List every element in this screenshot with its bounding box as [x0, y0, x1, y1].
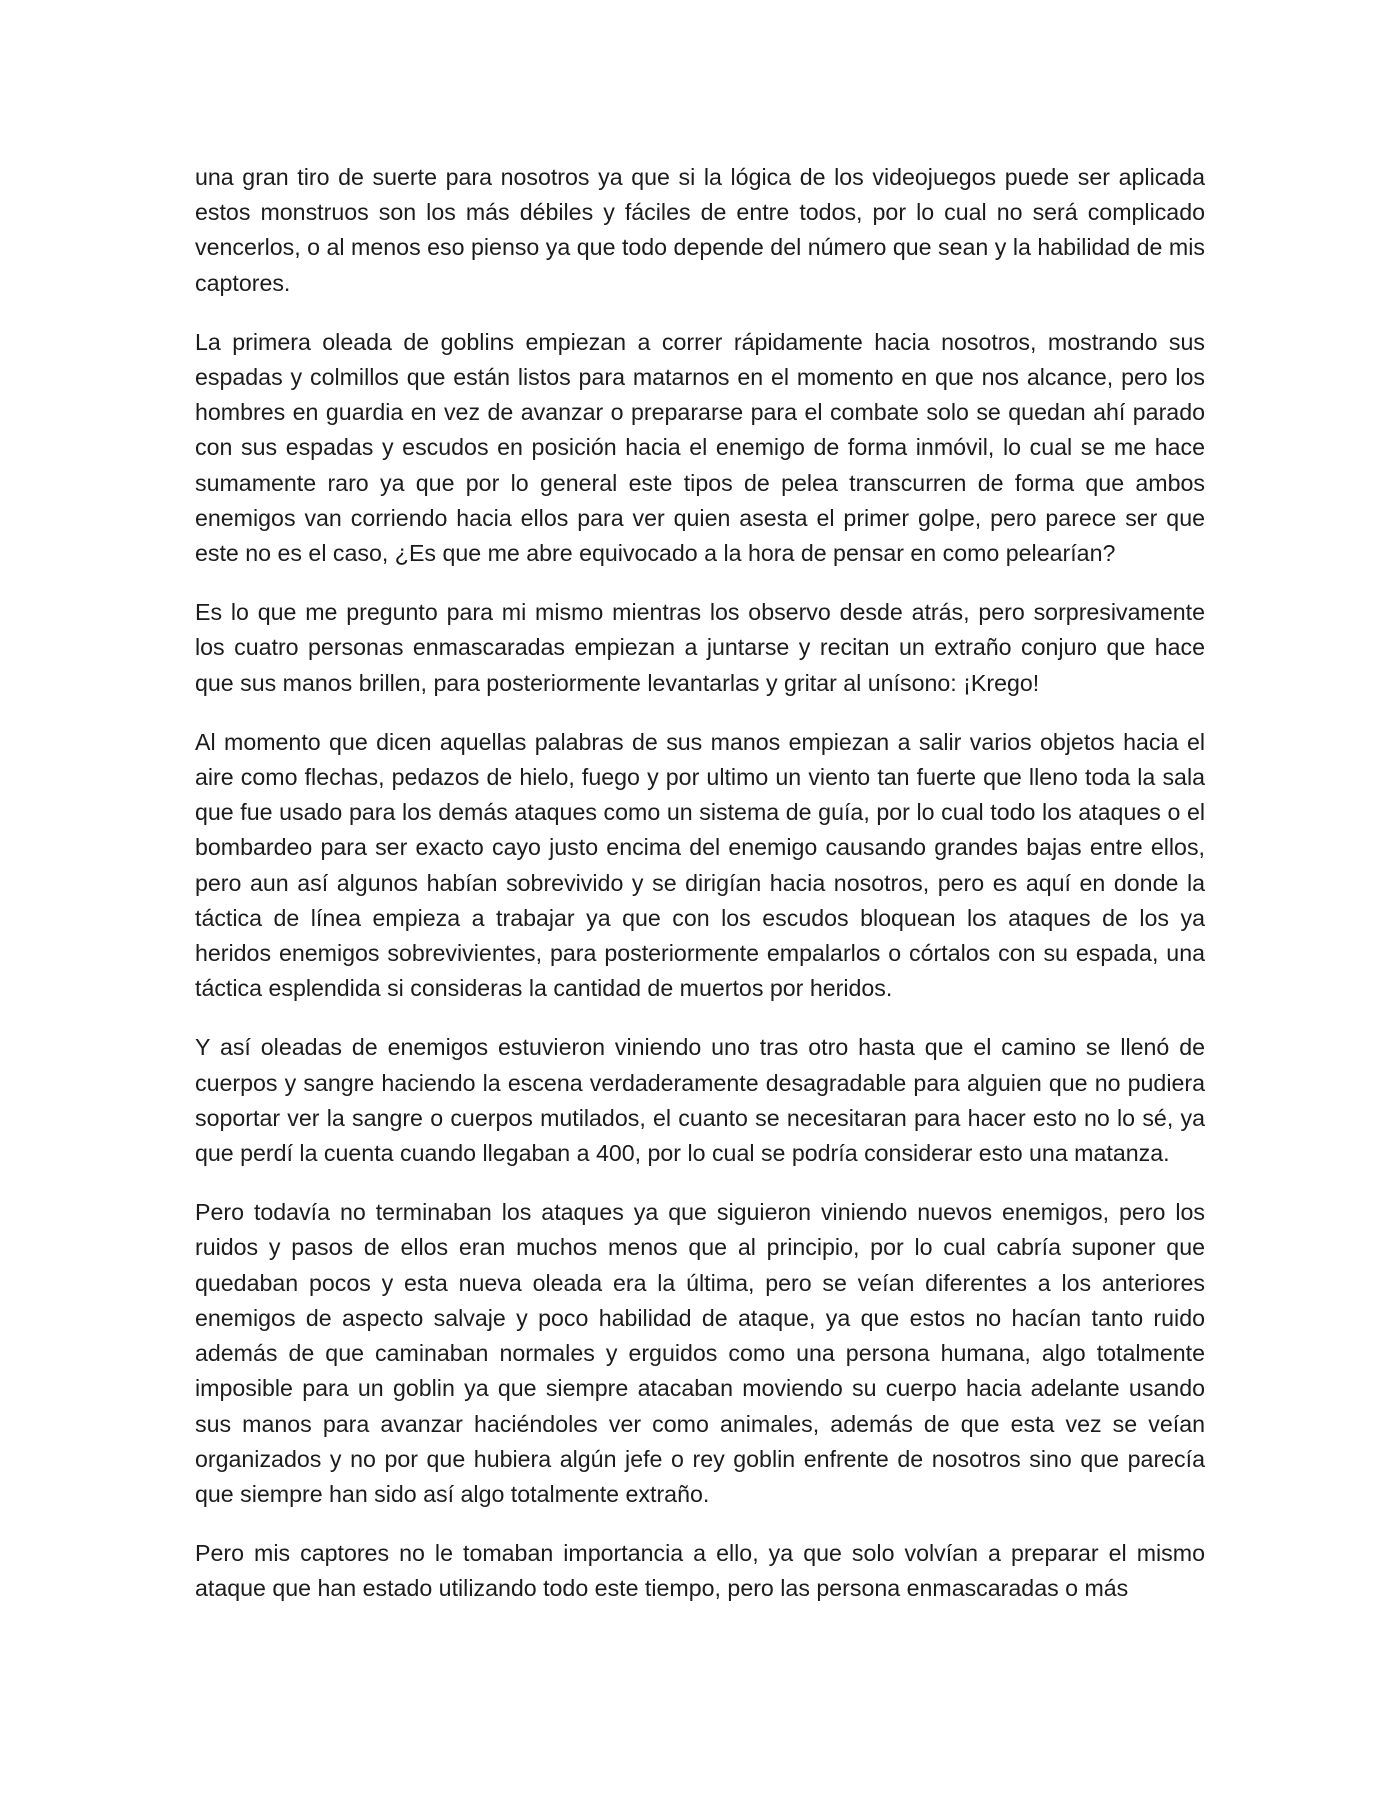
- paragraph-1: una gran tiro de suerte para nosotros ya que si la lógica de los videojuegos puede ser aplicada estos monstruos son los más débiles y fáciles de entre todos, por lo cual no será complicado vencerlos, o al menos eso pienso ya que todo depende del número que sean y la habilidad de mis captores.: [195, 164, 1205, 296]
- paragraph-3: Es lo que me pregunto para mi mismo mientras los observo desde atrás, pero sorpresivamente los cuatro personas enmascaradas empiezan a juntarse y recitan un extraño conjuro que hace que sus manos brillen, para posteriormente levantarlas y gritar al unísono: ¡Krego!: [195, 599, 1205, 696]
- paragraph-6: Pero todavía no terminaban los ataques ya que siguieron viniendo nuevos enemigos, pero los ruidos y pasos de ellos eran muchos menos que al principio, por lo cual cabría suponer que quedaban pocos y esta nueva oleada era la última, pero se veían diferentes a los anteriores enemigos de aspecto salvaje y poco habilidad de ataque, ya que estos no hacían tanto ruido además de que caminaban normales y erguidos como una persona humana, algo totalmente imposible para un goblin ya que siempre atacaban moviendo su cuerpo hacia adelante usando sus manos para avanzar haciéndoles ver como animales, además de que esta vez se veían organizados y no por que hubiera algún jefe o rey goblin enfrente de nosotros sino que parecía que siempre han sido así algo totalmente extraño.: [195, 1199, 1205, 1507]
- paragraph-7: Pero mis captores no le tomaban importancia a ello, ya que solo volvían a preparar el mismo ataque que han estado utilizando todo este tiempo, pero las persona enmascaradas o más: [195, 1540, 1205, 1602]
- paragraph-2: La primera oleada de goblins empiezan a correr rápidamente hacia nosotros, mostrando sus espadas y colmillos que están listos para matarnos en el momento en que nos alcance, pero los hombres en guardia en vez de avanzar o prepararse para el combate solo se quedan ahí parado con sus espadas y escudos en posición hacia el enemigo de forma inmóvil, lo cual se me hace sumamente raro ya que por lo general este tipos de pelea transcurren de forma que ambos enemigos van corriendo hacia ellos para ver quien asesta el primer golpe, pero parece ser que este no es el caso, ¿Es que me abre equivocado a la hora de pensar en como pelearían?: [195, 328, 1205, 567]
- paragraph-4: Al momento que dicen aquellas palabras de sus manos empiezan a salir varios objetos hacia el aire como flechas, pedazos de hielo, fuego y por ultimo un viento tan fuerte que lleno toda la sala que fue usado para los demás ataques como un sistema de guía, por lo cual todo los ataques o el bombardeo para ser exacto cayo justo encima del enemigo causando grandes bajas entre ellos, pero aun así algunos habían sobrevivido y se dirigían hacia nosotros, pero es aquí en donde la táctica de línea empieza a trabajar ya que con los escudos bloquean los ataques de los ya heridos enemigos sobrevivientes, para posteriormente empalarlos o córtalos con su espada, una táctica esplendida si consideras la cantidad de muertos por heridos.: [195, 728, 1205, 1002]
- paragraph-5: Y así oleadas de enemigos estuvieron viniendo uno tras otro hasta que el camino se llenó de cuerpos y sangre haciendo la escena verdaderamente desagradable para alguien que no pudiera soportar ver la sangre o cuerpos mutilados, el cuanto se necesitaran para hacer esto no lo sé, ya que perdí la cuenta cuando llegaban a 400, por lo cual se podría considerar esto una matanza.: [195, 1034, 1205, 1167]
- document-page: [195, 160, 1205, 1607]
